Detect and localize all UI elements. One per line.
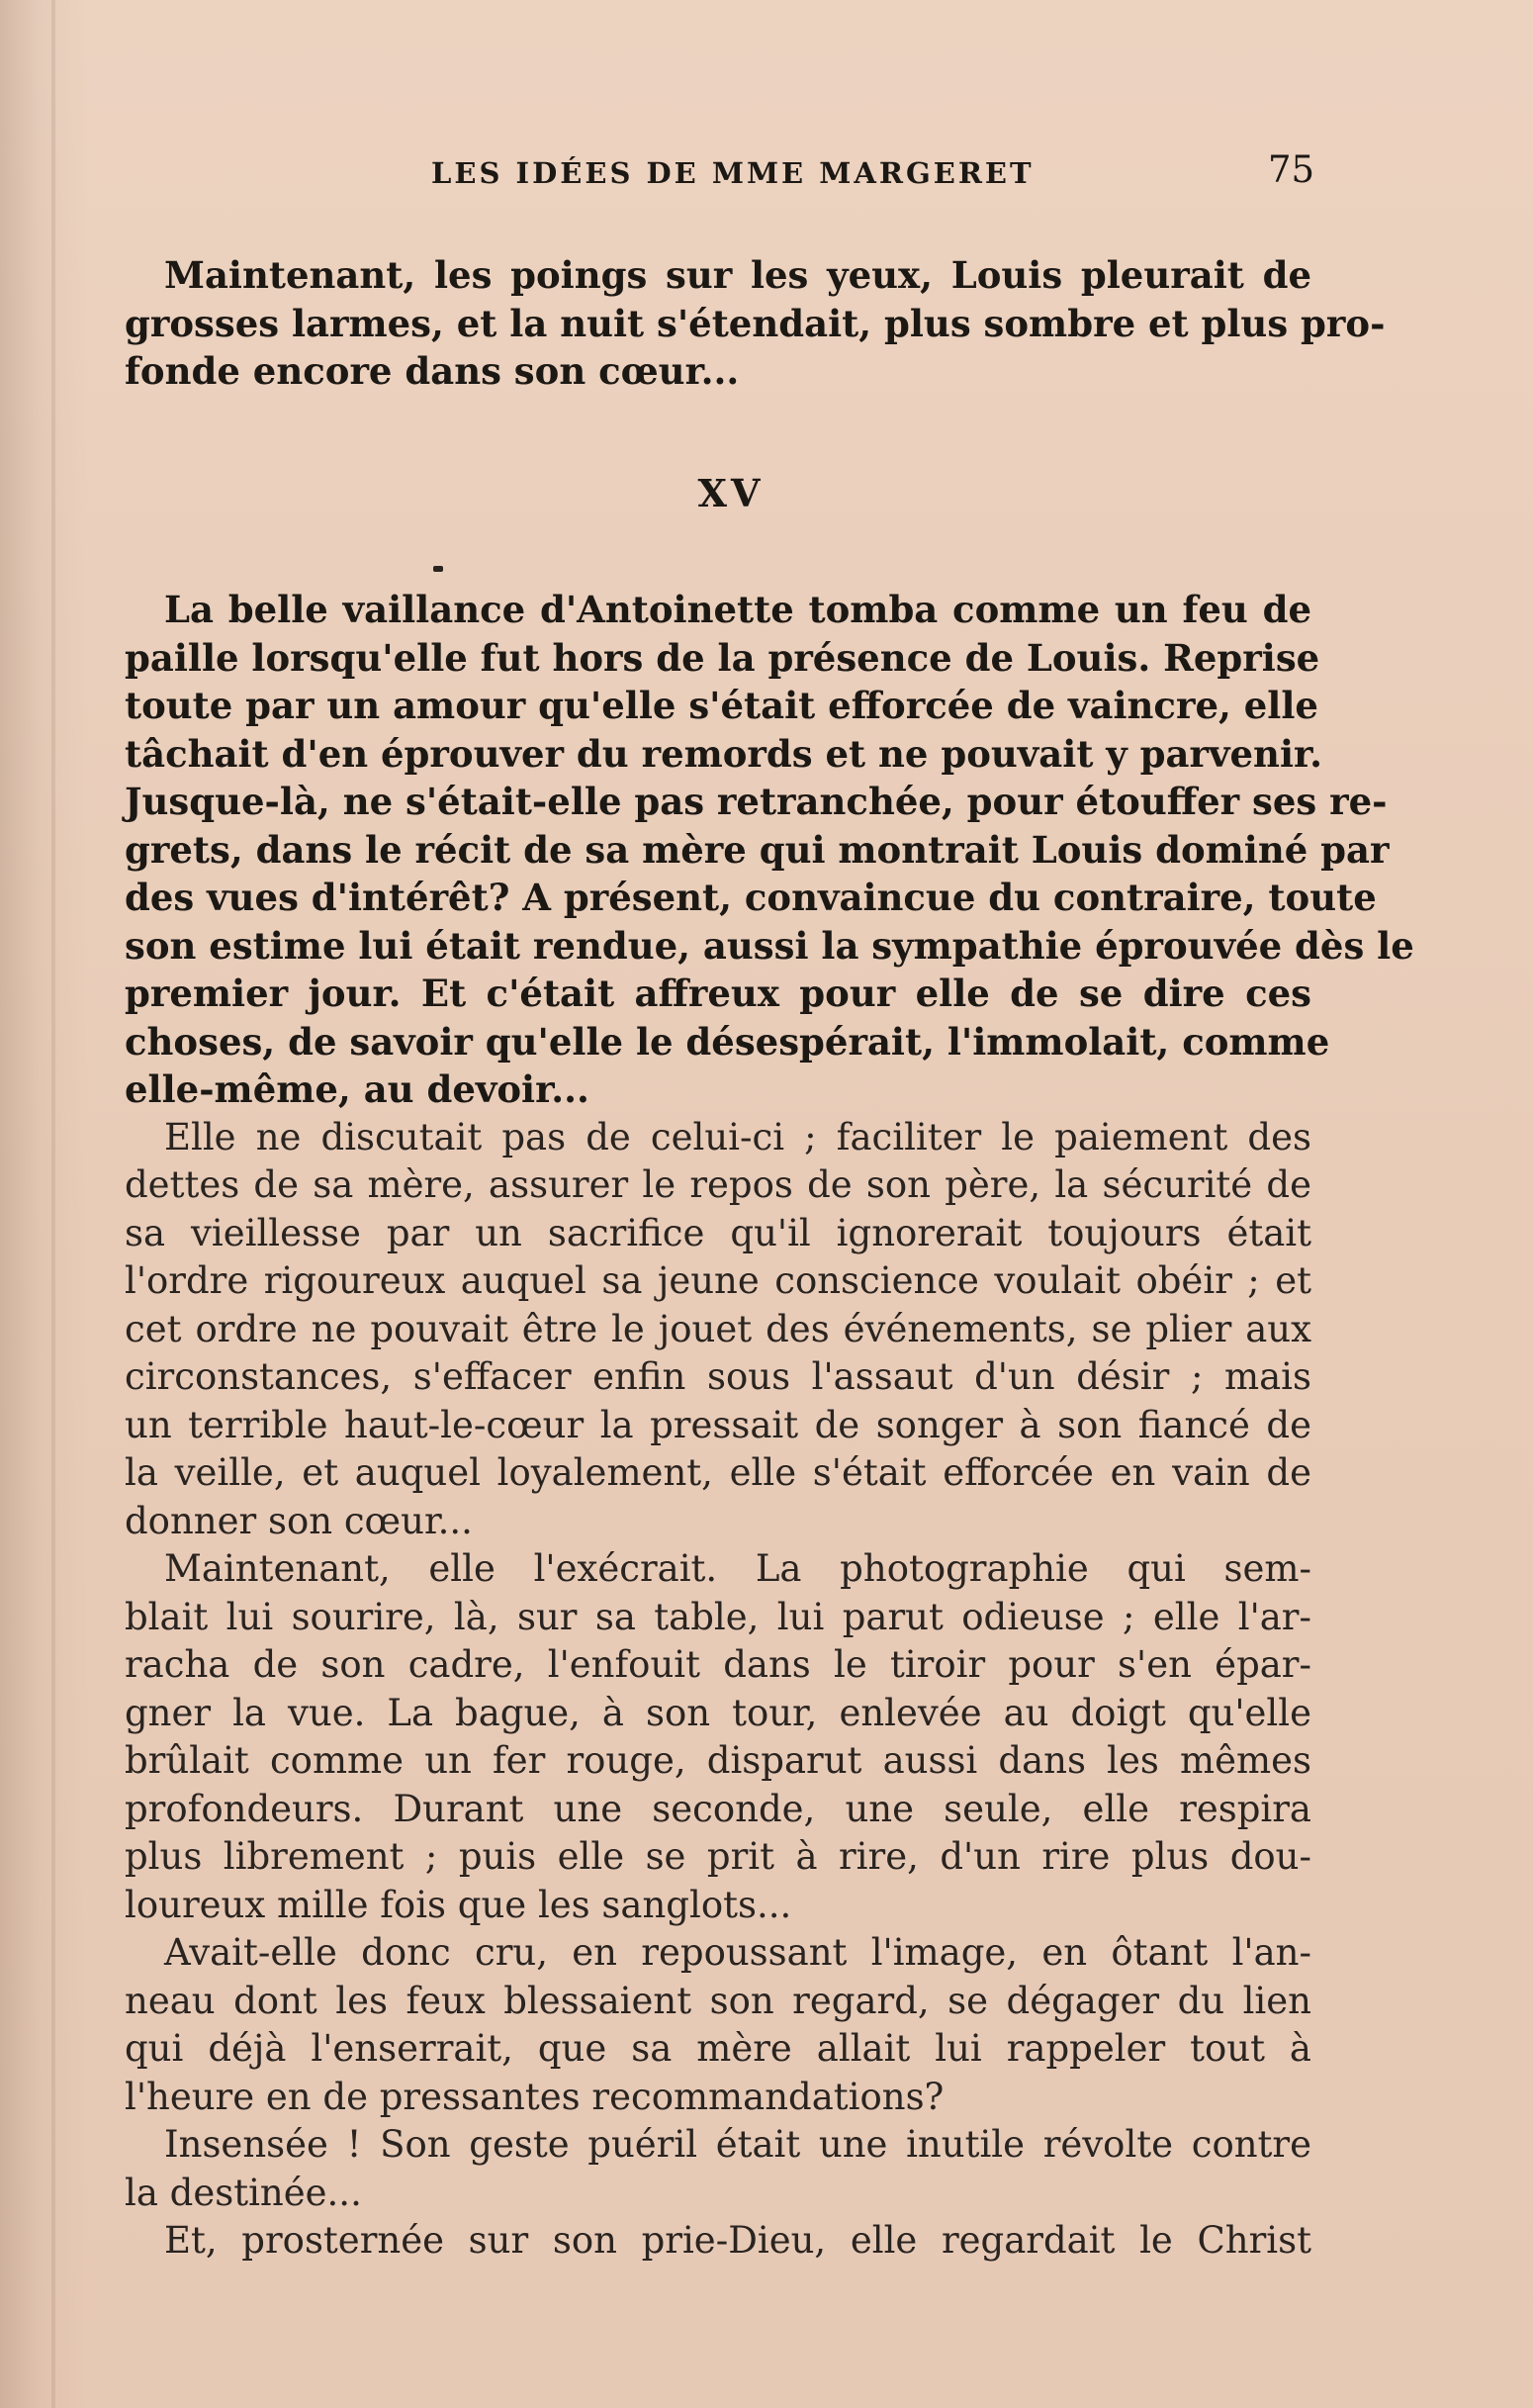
ink-mark — [433, 566, 443, 572]
text-line: Avait-elle donc cru, en repoussant l'image, en ôtant l'an- — [164, 1931, 1311, 1974]
text-line: plus librement ; puis elle se prit à rire, d'un rire plus dou- — [125, 1835, 1311, 1878]
text-line: paille lorsqu'elle fut hors de la présence de Louis. Reprise — [125, 635, 1320, 680]
text-line: brûlait comme un fer rouge, disparut aussi dans les mêmes — [125, 1739, 1311, 1782]
text-line: tâchait d'en éprouver du remords et ne pouvait y parvenir. — [125, 731, 1322, 776]
text-line: donner son cœur... — [125, 1499, 473, 1542]
text-line: son estime lui était rendue, aussi la sympathie éprouvée dès le — [125, 923, 1414, 968]
text-line: Jusque-là, ne s'était-elle pas retranchée, pour étouffer ses re- — [125, 780, 1388, 823]
text-line: l'heure en de pressantes recommandations? — [125, 2075, 945, 2118]
binding-gutter-shadow — [51, 0, 55, 2408]
text-line: Maintenant, les poings sur les yeux, Louis pleurait de — [164, 253, 1311, 297]
text-line: Elle ne discutait pas de celui-ci ; faciliter le paiement des — [164, 1115, 1311, 1158]
text-line: Maintenant, elle l'exécrait. La photographie qui sem- — [164, 1547, 1311, 1590]
text-line: l'ordre rigoureux auquel sa jeune conscience voulait obéir ; et — [125, 1259, 1311, 1302]
chapter-body — [125, 586, 1414, 2266]
text-line: qui déjà l'enserrait, que sa mère allait lui rappeler tout à — [125, 2027, 1311, 2070]
paragraph — [125, 1114, 1311, 1546]
chapter-heading: XV — [697, 471, 765, 515]
page-number: 75 — [1268, 148, 1315, 191]
paragraph — [125, 1545, 1311, 1929]
text-line: elle-même, au devoir... — [125, 1067, 589, 1111]
text-line: profondeurs. Durant une seconde, une seule, elle respira — [125, 1787, 1311, 1830]
text-line: neau dont les feux blessaient son regard, se dégager du lien — [125, 1979, 1311, 2022]
text-line: Insensée ! Son geste puéril était une inutile révolte contre — [164, 2123, 1311, 2166]
text-line: racha de son cadre, l'enfouit dans le tiroir pour s'en épar- — [125, 1643, 1311, 1686]
text-line: grets, dans le récit de sa mère qui montrait Louis dominé par — [125, 827, 1390, 872]
text-line: Et, prosternée sur son prie-Dieu, elle regardait le Christ — [164, 2219, 1311, 2262]
text-line: cet ordre ne pouvait être le jouet des événements, se plier aux — [125, 1307, 1311, 1350]
text-line: dettes de sa mère, assurer le repos de son père, la sécurité de — [125, 1163, 1311, 1206]
text-line: premier jour. Et c'était affreux pour elle de se dire ces — [125, 972, 1311, 1015]
text-line: des vues d'intérêt? A présent, convaincue du contraire, toute — [125, 876, 1377, 919]
text-line: blait lui sourire, là, sur sa table, lui parut odieuse ; elle l'ar- — [125, 1595, 1311, 1638]
text-line: sa vieillesse par un sacrifice qu'il ignorerait toujours était — [125, 1211, 1311, 1254]
text-line: toute par un amour qu'elle s'était efforcée de vaincre, elle — [125, 684, 1318, 727]
text-line: circonstances, s'effacer enfin sous l'assaut d'un désir ; mais — [125, 1355, 1311, 1398]
text-line: grosses larmes, et la nuit s'étendait, plus sombre et plus pro- — [125, 301, 1386, 345]
text-line: choses, de savoir qu'elle le désespérait, l'immolait, comme — [125, 1019, 1330, 1064]
paragraph — [125, 2217, 1311, 2266]
text-line: la veille, et auquel loyalement, elle s'était efforcée en vain de — [125, 1451, 1311, 1494]
text-line: gner la vue. La bague, à son tour, enlevée au doigt qu'elle — [125, 1691, 1311, 1734]
text-line: la destinée... — [125, 2171, 362, 2214]
text-line: La belle vaillance d'Antoinette tomba comme un feu de — [164, 588, 1311, 631]
paragraph — [125, 586, 1414, 1114]
paragraph — [125, 2121, 1311, 2217]
paragraph — [125, 1929, 1311, 2121]
text-line: fonde encore dans son cœur... — [125, 349, 740, 393]
text-line: un terrible haut-le-cœur la pressait de songer à son fiancé de — [125, 1403, 1311, 1446]
opening-paragraph — [125, 251, 1386, 396]
text-line: loureux mille fois que les sanglots... — [125, 1883, 792, 1926]
running-title: LES IDÉES DE MME MARGERET — [431, 156, 1035, 190]
